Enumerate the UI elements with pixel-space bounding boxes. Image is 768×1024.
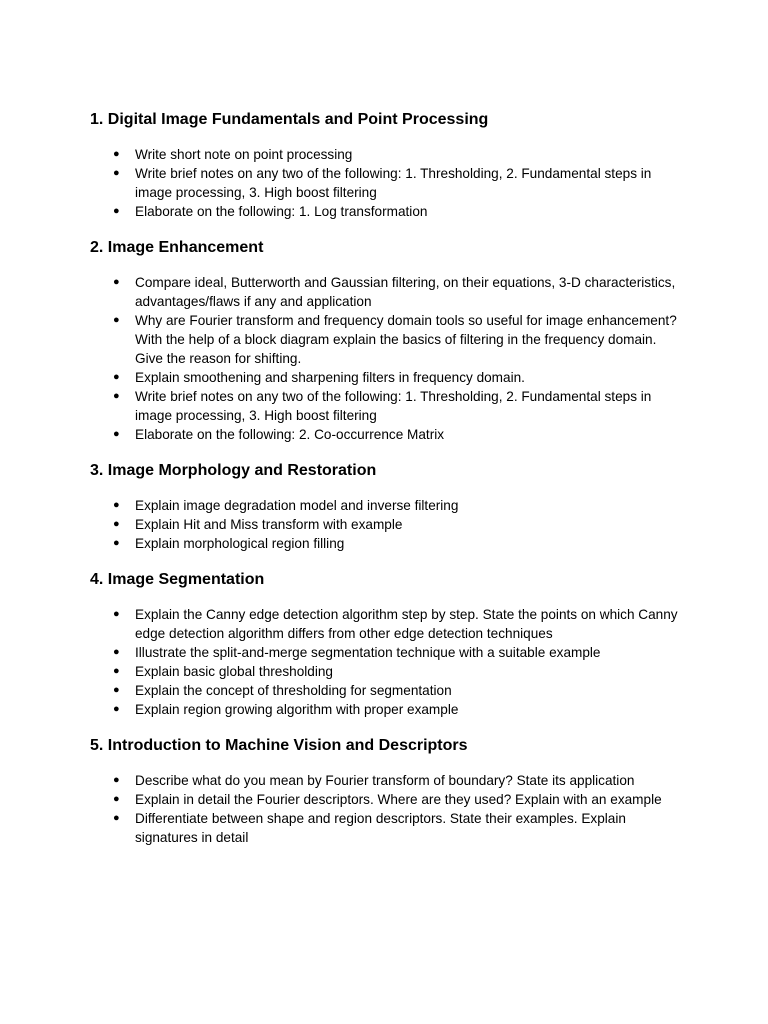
section-machine-vision-descriptors: [90, 735, 688, 847]
list-item: [90, 771, 680, 790]
list-item: [90, 273, 680, 311]
bullet-list: [90, 273, 688, 444]
list-item: [90, 387, 680, 425]
section-title: 2. Image Enhancement: [90, 239, 264, 256]
bullet-icon: ●: [113, 608, 120, 620]
bullet-list: [90, 145, 688, 221]
bullet-icon: ●: [113, 793, 120, 805]
section-title: 5. Introduction to Machine Vision and Descriptors: [90, 737, 468, 754]
bullet-icon: ●: [113, 205, 120, 217]
list-item-text: Explain the concept of thresholding for segmentation: [135, 683, 452, 698]
list-item-text: Explain morphological region filling: [135, 536, 345, 551]
bullet-icon: ●: [113, 665, 120, 677]
bullet-icon: ●: [113, 314, 120, 326]
list-item-text: Explain region growing algorithm with proper example: [135, 702, 459, 717]
list-item-text: Explain Hit and Miss transform with example: [135, 517, 403, 532]
list-item-text: Explain the Canny edge detection algorithm step by step. State the points on which Canny edge detection algorithm differs from other edge detection techniques: [135, 607, 678, 641]
bullet-icon: ●: [113, 646, 120, 658]
list-item: [90, 202, 680, 221]
list-item-text: Compare ideal, Butterworth and Gaussian filtering, on their equations, 3-D characteristics, advantages/flaws if any and application: [135, 275, 676, 309]
list-item-text: Describe what do you mean by Fourier transform of boundary? State its application: [135, 773, 635, 788]
list-item-text: Write brief notes on any two of the following: 1. Thresholding, 2. Fundamental steps in image processing, 3. High boost filtering: [135, 389, 652, 423]
list-item: [90, 700, 680, 719]
list-item: [90, 311, 680, 368]
bullet-icon: ●: [113, 371, 120, 383]
list-item: [90, 534, 680, 553]
list-item: [90, 164, 680, 202]
list-item-text: Explain smoothening and sharpening filters in frequency domain.: [135, 370, 525, 385]
bullet-icon: ●: [113, 499, 120, 511]
list-item: [90, 790, 680, 809]
list-item: [90, 605, 680, 643]
bullet-icon: ●: [113, 684, 120, 696]
bullet-list: [90, 605, 688, 719]
section-image-enhancement: [90, 237, 688, 444]
list-item: [90, 809, 680, 847]
list-item: [90, 145, 680, 164]
list-item: [90, 496, 680, 515]
bullet-icon: ●: [113, 428, 120, 440]
list-item: [90, 643, 680, 662]
section-image-segmentation: [90, 569, 688, 719]
bullet-icon: ●: [113, 537, 120, 549]
list-item-text: Write brief notes on any two of the following: 1. Thresholding, 2. Fundamental steps in image processing, 3. High boost filtering: [135, 166, 652, 200]
list-item-text: Explain in detail the Fourier descriptors. Where are they used? Explain with an example: [135, 792, 662, 807]
section-morphology-restoration: [90, 460, 688, 553]
bullet-list: [90, 496, 688, 553]
list-item-text: Illustrate the split-and-merge segmentation technique with a suitable example: [135, 645, 601, 660]
bullet-icon: ●: [113, 774, 120, 786]
list-item-text: Explain basic global thresholding: [135, 664, 333, 679]
bullet-icon: ●: [113, 276, 120, 288]
bullet-icon: ●: [113, 148, 120, 160]
bullet-icon: ●: [113, 167, 120, 179]
bullet-icon: ●: [113, 812, 120, 824]
list-item: [90, 368, 680, 387]
bullet-icon: ●: [113, 703, 120, 715]
list-item-text: Write short note on point processing: [135, 147, 353, 162]
list-item-text: Why are Fourier transform and frequency domain tools so useful for image enhancement? With the help of a block diagram explain the basics of filtering in the frequency domain. Give the reason for shifting.: [135, 313, 677, 366]
list-item: [90, 662, 680, 681]
bullet-icon: ●: [113, 390, 120, 402]
list-item-text: Explain image degradation model and inverse filtering: [135, 498, 459, 513]
section-title: 3. Image Morphology and Restoration: [90, 462, 377, 479]
list-item: [90, 425, 680, 444]
list-item: [90, 681, 680, 700]
list-item: [90, 515, 680, 534]
bullet-list: [90, 771, 688, 847]
section-title: 4. Image Segmentation: [90, 571, 265, 588]
bullet-icon: ●: [113, 518, 120, 530]
list-item-text: Elaborate on the following: 2. Co-occurrence Matrix: [135, 427, 445, 442]
list-item-text: Elaborate on the following: 1. Log transformation: [135, 204, 428, 219]
section-point-processing: [90, 109, 688, 221]
list-item-text: Differentiate between shape and region descriptors. State their examples. Explain signatures in detail: [135, 811, 626, 845]
section-title: 1. Digital Image Fundamentals and Point Processing: [90, 111, 489, 128]
